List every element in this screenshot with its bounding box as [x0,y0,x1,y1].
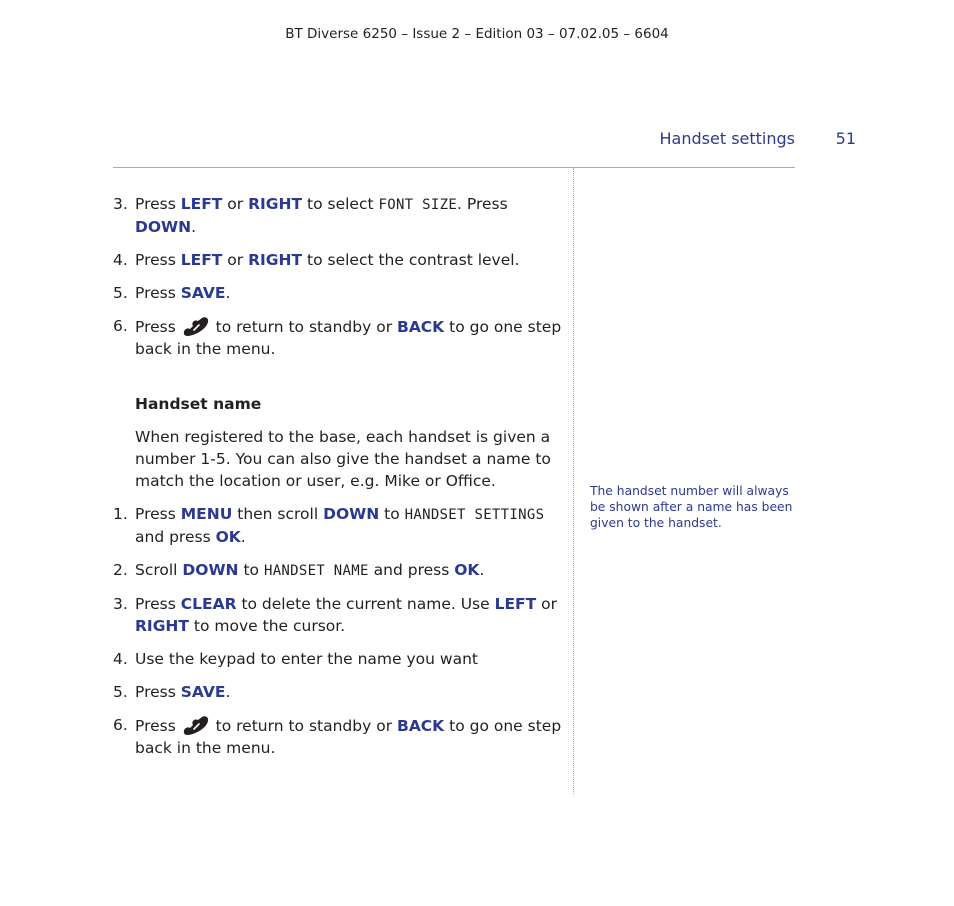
step-text: Press [135,683,181,701]
step-text: Press [135,251,181,269]
step-text: Press [135,505,181,523]
display-text: HANDSET SETTINGS [404,507,545,523]
step-number: 6. [113,716,128,734]
section-title: Handset settings [659,129,795,148]
step-number: 2. [113,561,128,579]
key-save: SAVE [180,683,226,701]
step-text: to [238,561,264,579]
list-item [113,503,563,548]
list-item [113,648,563,670]
handset-name-heading: Handset name [135,395,262,413]
step-number: 4. [113,251,128,269]
page-number: 51 [835,129,856,148]
step-text: then scroll [232,505,324,523]
step-text: to go one step back in the menu. [135,717,562,757]
sidebar-note: The handset number will always be shown after a name has been given to the handset. [590,484,793,530]
handset-name-steps [113,503,563,759]
list-item [113,681,563,703]
key-down: DOWN [323,505,380,523]
step-text: or [222,251,249,269]
key-ok: OK [215,528,241,546]
step-text: and press [368,561,455,579]
step-text: to delete the current name. Use [236,595,495,613]
display-text: HANDSET NAME [263,563,369,579]
key-right: RIGHT [135,617,189,635]
step-text: Press [135,595,181,613]
key-save: SAVE [180,284,226,302]
list-item [113,315,563,360]
key-back: BACK [397,318,445,336]
step-number: 1. [113,505,128,523]
contrast-steps [113,193,563,360]
main-column [113,193,563,770]
step-number: 5. [113,284,128,302]
step-text: . [240,528,246,546]
step-text: Press [135,717,181,735]
key-menu: MENU [180,505,233,523]
document-info: BT Diverse 6250 – Issue 2 – Edition 03 – 07.02.05 – 6604 [285,26,669,42]
step-text: . [191,218,197,236]
step-number: 3. [113,195,128,213]
step-text: to return to standby or [210,318,397,336]
key-left: LEFT [180,195,223,213]
list-item [113,593,563,637]
step-text: to go one step back in the menu. [135,318,562,358]
end-call-icon [181,714,211,736]
step-text: or [536,595,558,613]
key-back: BACK [397,717,445,735]
key-left: LEFT [494,595,537,613]
key-clear: CLEAR [180,595,237,613]
header-rule [113,167,795,168]
list-item [113,282,563,304]
key-down: DOWN [182,561,239,579]
step-text: to [379,505,405,523]
key-down: DOWN [135,218,192,236]
step-number: 3. [113,595,128,613]
column-divider [573,168,574,794]
step-number: 5. [113,683,128,701]
step-text: to move the cursor. [188,617,346,635]
list-item [113,249,563,271]
step-text: Press [135,318,181,336]
list-item [113,559,563,582]
key-ok: OK [454,561,480,579]
display-text: FONT SIZE [378,197,458,213]
key-right: RIGHT [248,251,303,269]
step-text: or [222,195,249,213]
key-left: LEFT [180,251,223,269]
step-text: to select [302,195,379,213]
handset-name-intro: When registered to the base, each handset is given a number 1-5. You can also give the handset a name to match the location or user, e.g. Mike or Office. [135,428,551,490]
step-text: . [479,561,485,579]
step-text: . Press [457,195,508,213]
step-number: 6. [113,317,128,335]
list-item [113,714,563,759]
step-text: and press [135,528,216,546]
step-text: Press [135,195,181,213]
step-text: Use the keypad to enter the name you want [135,650,478,668]
key-right: RIGHT [248,195,303,213]
step-text: to select the contrast level. [302,251,520,269]
step-text: Press [135,284,181,302]
step-number: 4. [113,650,128,668]
step-text: . [225,284,231,302]
step-text: to return to standby or [210,717,397,735]
end-call-icon [181,315,211,337]
list-item [113,193,563,238]
step-text: Scroll [135,561,183,579]
step-text: . [225,683,231,701]
